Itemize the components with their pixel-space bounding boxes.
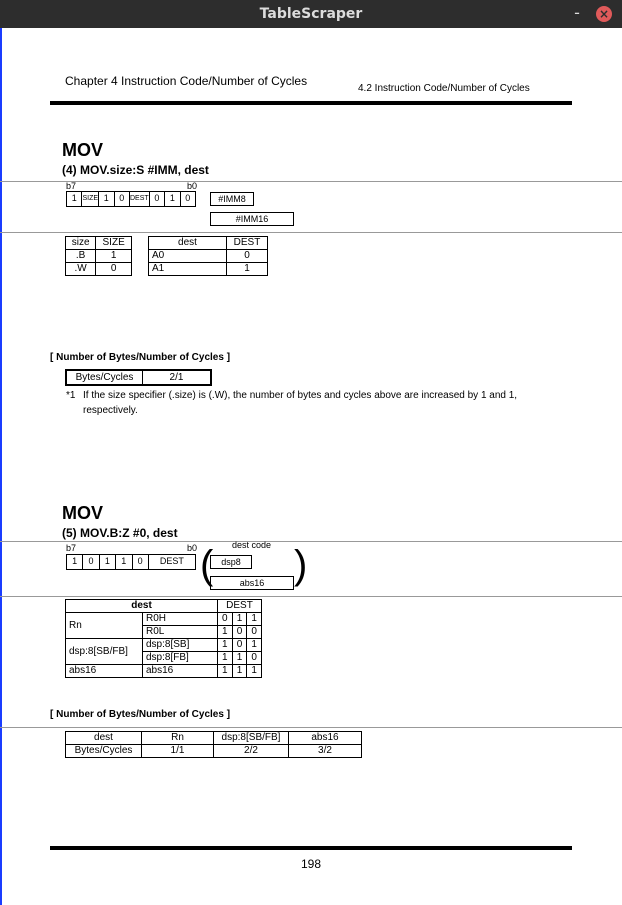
size-code-header: SIZE [96,237,132,250]
dsp8-field: dsp8 [210,555,252,569]
table-cell: 1 [96,250,132,263]
table-cell: 3/2 [289,745,362,758]
bit: 1 [116,555,132,569]
table-cell: 1 [218,652,233,665]
section2-b7: b7 [66,543,77,553]
section1-mnemonic: MOV [62,140,104,160]
section1-rule-bottom [0,232,622,233]
close-button[interactable]: × [596,6,612,22]
section2-cycles-rule [0,727,622,728]
bit: 1 [67,555,83,569]
table-cell: A1 [149,263,227,276]
bit: SIZE [82,192,99,206]
section1-b0: b0 [187,181,198,191]
dsp-label: dsp:8[SB/FB] [66,639,143,665]
cycles-header: abs16 [289,732,362,745]
table-cell: 0 [247,652,262,665]
table-cell: 1 [247,613,262,626]
cycles-header: Rn [142,732,214,745]
window-title: TableScraper [259,6,363,22]
table-cell: 1 [247,665,262,678]
dest-code-header: DEST [227,237,268,250]
table-cell: 1/1 [142,745,214,758]
table-cell: dsp:8[FB] [143,652,218,665]
section-header: 4.2 Instruction Code/Number of Cycles [358,83,530,94]
dest-header: dest [149,237,227,250]
minimize-button[interactable]: - [574,3,580,22]
dest-table [148,236,268,276]
table-cell: 2/2 [214,745,289,758]
imm8-field: #IMM8 [210,192,254,206]
section1-bytes-table [65,369,212,386]
bytes-label: Bytes/Cycles [67,371,143,384]
table-cell: 0 [227,250,268,263]
table-cell: 0 [232,639,247,652]
table-cell: 1 [218,665,233,678]
abs-label: abs16 [66,665,143,678]
section2-mnemonic: MOV [62,503,104,523]
bit: 1 [100,555,116,569]
section2-rule-bottom [0,596,622,597]
table-cell: 1 [232,652,247,665]
bit: 0 [150,192,165,206]
table-cell: 1 [232,613,247,626]
dest-code-label: dest code [232,540,272,550]
bit: DEST [130,192,150,206]
table-cell: .B [66,250,96,263]
footnote-mark: *1 [66,390,76,401]
bit: 0 [185,193,191,203]
table-cell: A0 [149,250,227,263]
table-cell: 0 [218,613,233,626]
size-table [65,236,132,276]
section1-rule-top [0,181,622,182]
section1-opcode-bits [66,191,196,207]
table-cell: 0 [232,626,247,639]
section1-syntax: (4) MOV.size:S #IMM, dest [62,163,209,177]
section2-b0: b0 [187,543,198,553]
table-cell: R0L [143,626,218,639]
left-paren-glyph: ( [200,543,214,587]
abs16-field: abs16 [210,576,294,590]
window-left-border [0,28,2,905]
table-cell: abs16 [143,665,218,678]
table-cell: dsp:8[SB] [143,639,218,652]
dest-code-header: DEST [218,600,262,613]
table-cell: R0H [143,613,218,626]
footnote-line2: respectively. [83,405,138,416]
table-cell: 1 [232,665,247,678]
bit: 0 [115,192,130,206]
section2-cycles-table [65,731,362,758]
section2-syntax: (5) MOV.B:Z #0, dest [62,526,178,540]
size-header: size [66,237,96,250]
table-cell: 1 [218,626,233,639]
header-rule [50,101,572,105]
section1-cycles-heading: [ Number of Bytes/Number of Cycles ] [50,352,231,363]
bytes-value: 2/1 [169,372,184,383]
chapter-header: Chapter 4 Instruction Code/Number of Cycles [65,74,308,88]
section2-dest-table [65,599,262,678]
imm16-field: #IMM16 [210,212,294,226]
right-paren-glyph: ) [294,543,308,587]
table-cell: 1 [218,639,233,652]
cycles-header: dsp:8[SB/FB] [214,732,289,745]
cycles-row-label: Bytes/Cycles [66,745,142,758]
page-number: 198 [301,857,322,871]
bit: 0 [133,555,149,569]
bit: 1 [99,192,114,206]
table-cell: 1 [247,639,262,652]
table-cell: .W [66,263,96,276]
section2-opcode-bits [66,554,196,570]
bit: 0 [83,555,99,569]
rn-label: Rn [66,613,143,639]
table-cell: 1 [227,263,268,276]
table-cell: 0 [96,263,132,276]
cycles-header: dest [66,732,142,745]
footer-rule [50,846,572,850]
table-cell: 0 [247,626,262,639]
bit: 1 [165,192,180,206]
section1-b7: b7 [66,181,77,191]
section2-cycles-heading: [ Number of Bytes/Number of Cycles ] [50,709,231,720]
section2-rule-top [0,541,622,542]
title-bar [0,0,622,28]
footnote-line1: If the size specifier (.size) is (.W), the number of bytes and cycles above are increased by 1 and 1, [83,390,518,401]
bit: DEST [159,556,184,566]
dest-header: dest [66,600,218,613]
bit: 1 [67,192,82,206]
